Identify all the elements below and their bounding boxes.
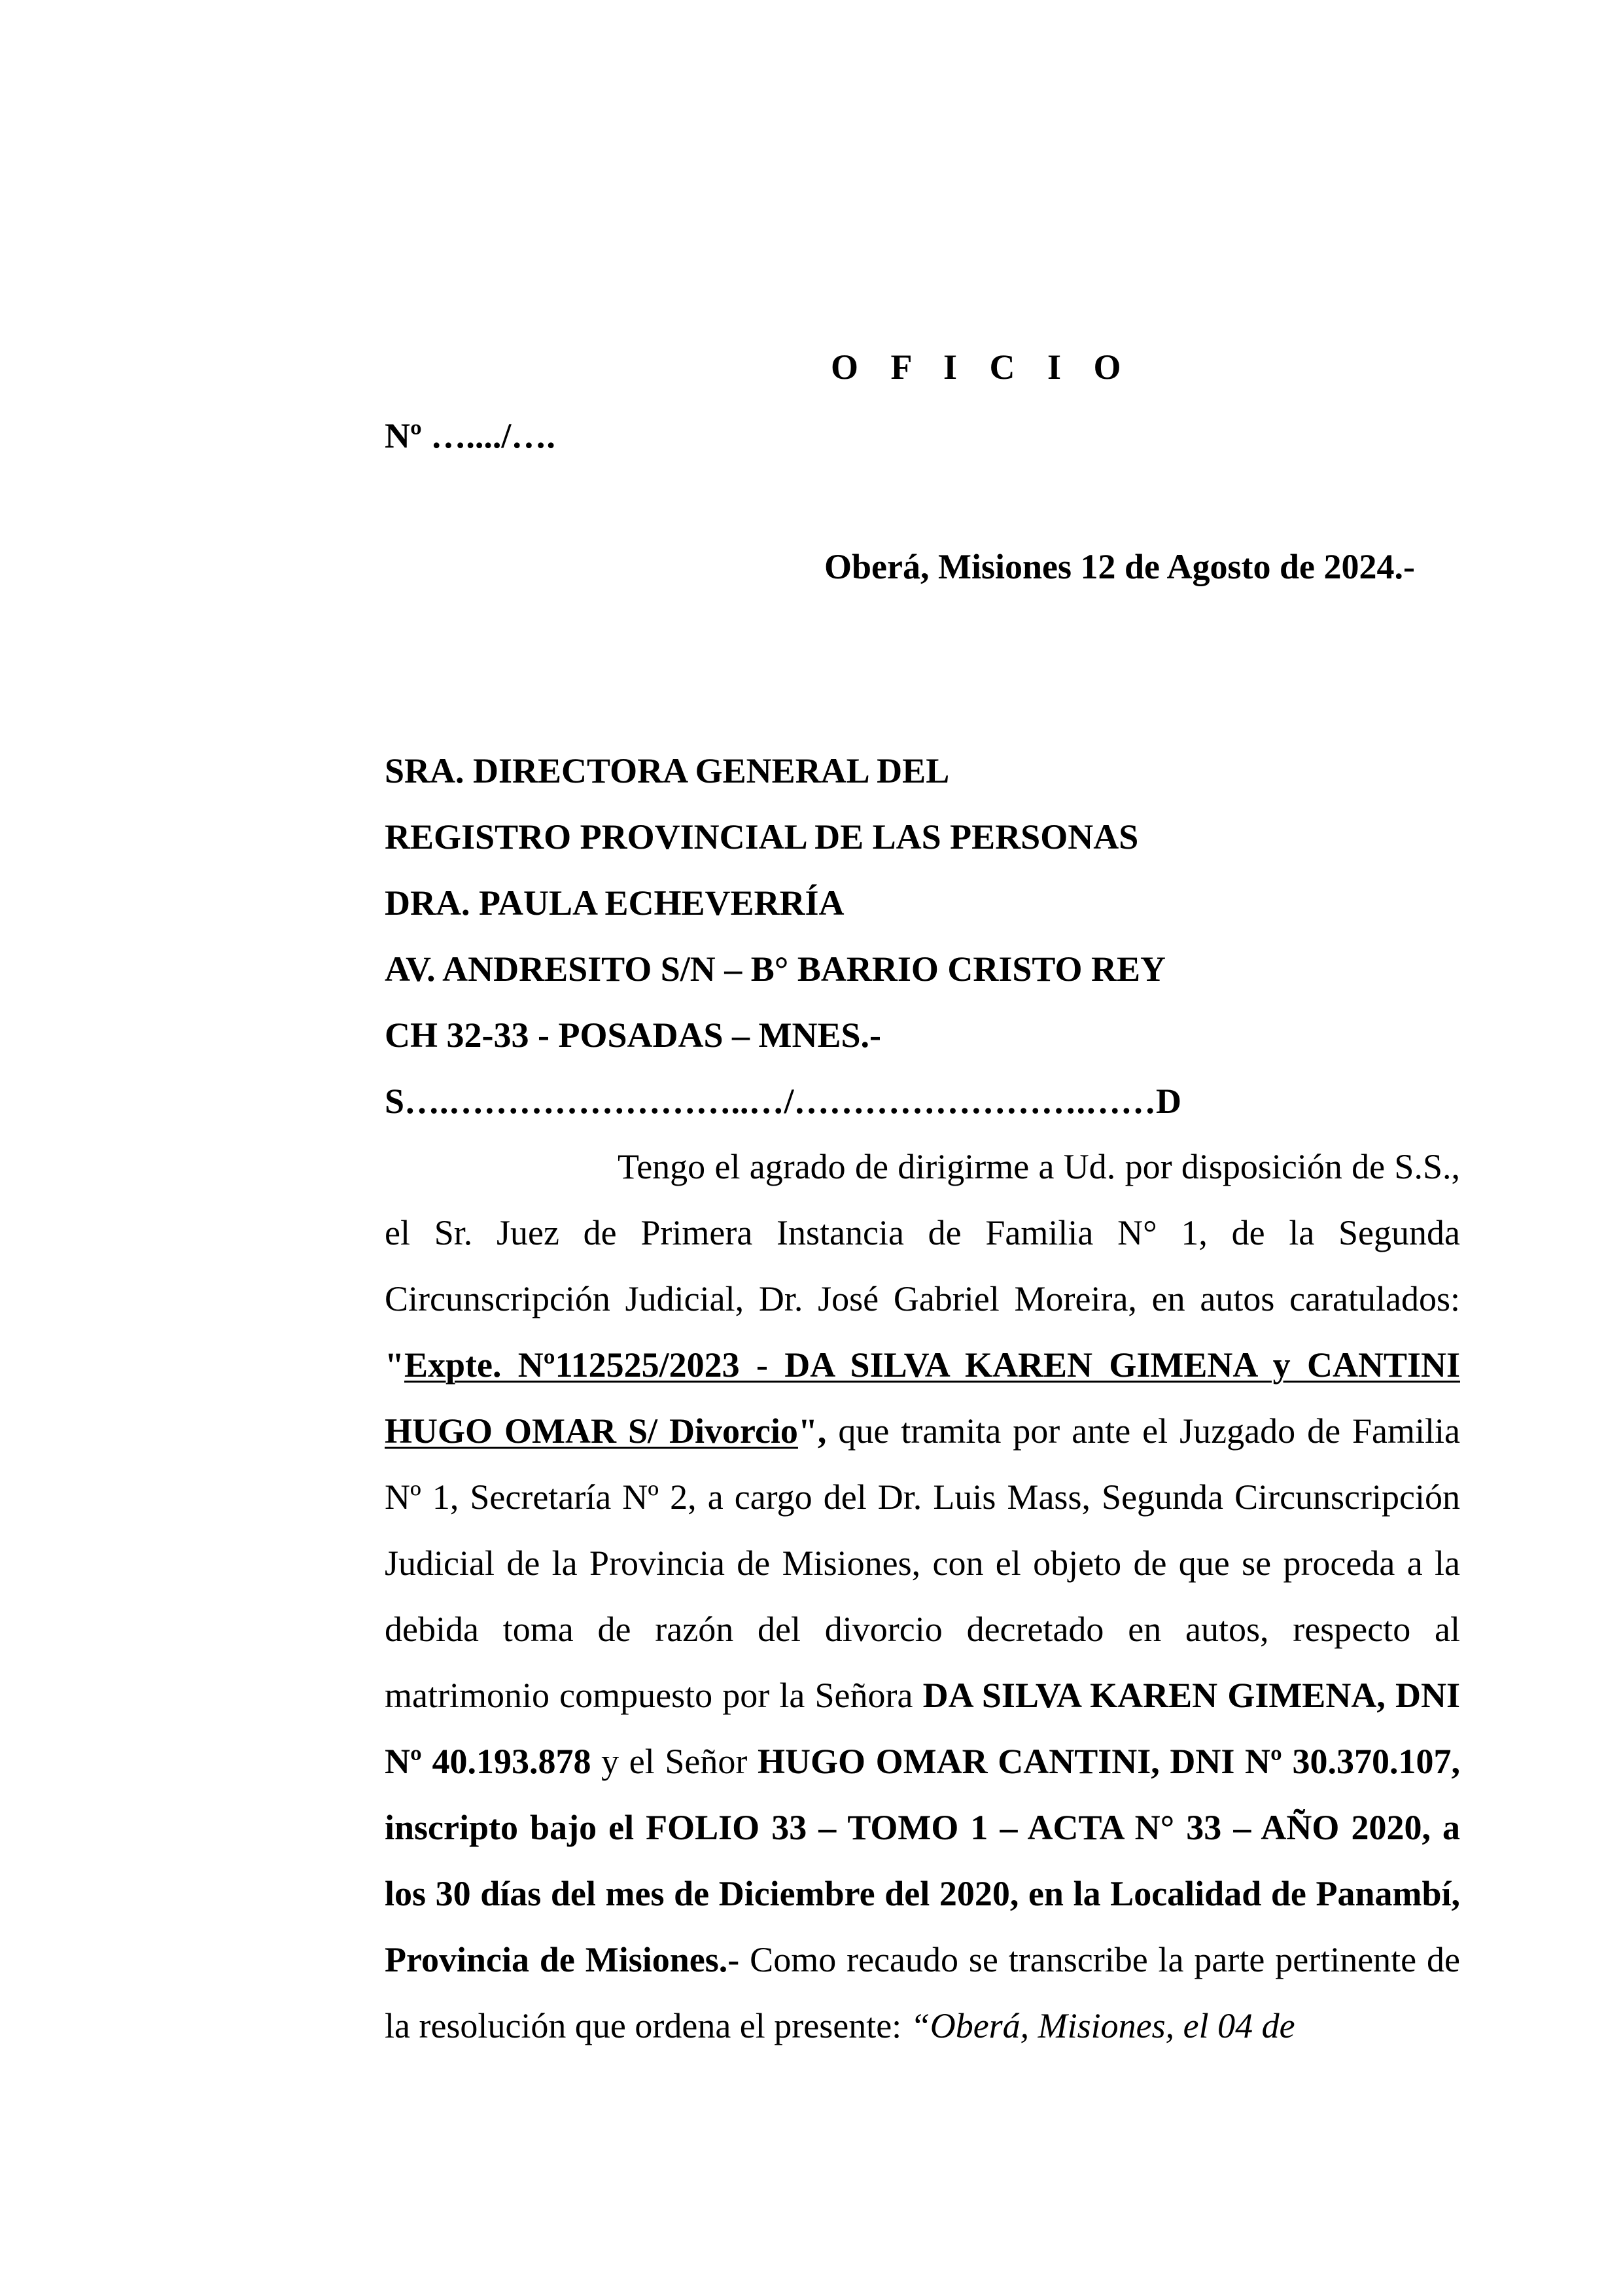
addressee-line-5: CH 32-33 - POSADAS – MNES.- [385, 1016, 882, 1055]
party-1: DA SILVA KAREN GIMENA, DNI Nº 40.193.878 [385, 1676, 1460, 1781]
body-text-recaudo: Como recaudo se transcribe la parte pertinente de la resolución que ordena el presente: [385, 1940, 1461, 2045]
addressee-block [385, 738, 1464, 1135]
case-quote-close: ", [797, 1411, 827, 1451]
body-paragraph [385, 1134, 1460, 2059]
addressee-line-2: REGISTRO PROVINCIAL DE LAS PERSONAS [385, 817, 1139, 857]
addressee-line-3: DRA. PAULA ECHEVERRÍA [385, 883, 845, 923]
oficio-number: Nº …..../…. [385, 416, 555, 455]
case-title: Expte. Nº112525/2023 - DA SILVA KAREN GIMENA y CANTINI HUGO OMAR S/ Divorcio [385, 1345, 1460, 1451]
resolution-quote-start: “Oberá, Misiones, el 04 de [910, 2006, 1295, 2045]
document-title: O F I C I O [831, 347, 1133, 387]
case-quote-open: " [385, 1345, 404, 1385]
party-2-registration: HUGO OMAR CANTINI, DNI Nº 30.370.107, inscripto bajo el FOLIO 33 – TOMO 1 – ACTA N° 33 – AÑO 2020, a los 30 días del mes de Diciembre del 2020, en la Localidad de Panambí, Provincia de Misiones.- [385, 1742, 1461, 1979]
body-text-intro: Tengo el agrado de dirigirme a Ud. por disposición de S.S., el Sr. Juez de Primera Instancia de Familia N° 1, de la Segunda Circunscripción Judicial, Dr. José Gabriel Moreira, en autos caratulados: [385, 1147, 1460, 1318]
salutation-line: S….……………………..…/…………………….……D [385, 1082, 1182, 1121]
addressee-line-1: SRA. DIRECTORA GENERAL DEL [385, 751, 950, 790]
addressee-line-4: AV. ANDRESITO S/N – B° BARRIO CRISTO REY [385, 949, 1166, 989]
body-text-court: que tramita por ante el Juzgado de Familia Nº 1, Secretaría Nº 2, a cargo del Dr. Luis Mass, Segunda Circunscripción Judicial de la Provincia de Misiones, con el objeto de que se proceda a la debida toma de razón del divorcio decretado en autos, respecto al matrimonio compuesto por la Señora [385, 1411, 1461, 1715]
date-line: Oberá, Misiones 12 de Agosto de 2024.- [824, 547, 1415, 586]
body-text-connector: y el Señor [591, 1742, 758, 1781]
